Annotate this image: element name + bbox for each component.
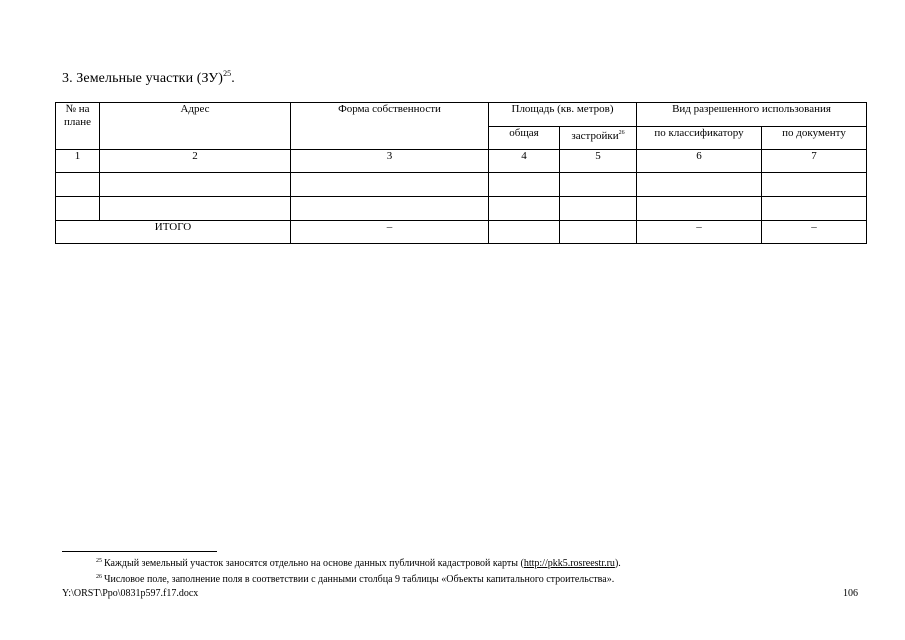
total-built-area[interactable] — [560, 221, 637, 244]
total-area[interactable] — [489, 221, 560, 244]
header-ownership-form: Форма собственности — [291, 103, 489, 150]
footnote-25-text: Каждый земельный участок заносятся отдельно на основе данных публичной кадастровой карты ( — [104, 558, 524, 569]
table-cell[interactable] — [560, 173, 637, 197]
section-heading-text: 3. Земельные участки (ЗУ) — [62, 71, 224, 86]
table-cell[interactable] — [489, 197, 560, 221]
footnote-ref-26[interactable]: 26 — [618, 130, 625, 136]
section-heading-trail: . — [231, 71, 235, 86]
table-cell[interactable] — [762, 173, 867, 197]
header-area-built — [560, 127, 637, 150]
header-area-built-label: застройки — [571, 130, 619, 142]
table-cell[interactable] — [56, 197, 100, 221]
column-number: 5 — [560, 150, 637, 173]
table-cell[interactable] — [762, 197, 867, 221]
table-row — [56, 173, 867, 197]
column-number-row — [56, 150, 867, 173]
table-cell[interactable] — [489, 173, 560, 197]
footnote-25-ref: 25 — [96, 558, 102, 564]
section-heading — [62, 69, 235, 87]
footnote-separator — [62, 551, 217, 552]
column-number: 3 — [291, 150, 489, 173]
footnote-26-ref: 26 — [96, 574, 102, 580]
total-label: ИТОГО — [56, 221, 291, 244]
header-permitted-use: Вид разрешенного использования — [637, 103, 867, 127]
column-number: 6 — [637, 150, 762, 173]
header-use-classifier: по классификатору — [637, 127, 762, 150]
footnote-26 — [96, 574, 614, 585]
total-document: – — [762, 221, 867, 244]
header-area-total: общая — [489, 127, 560, 150]
table-cell[interactable] — [291, 197, 489, 221]
column-number: 2 — [100, 150, 291, 173]
file-path: Y:\ORST\Ppo\0831p597.f17.docx — [62, 588, 199, 599]
header-area: Площадь (кв. метров) — [489, 103, 637, 127]
footnote-25 — [96, 558, 621, 569]
table-cell[interactable] — [560, 197, 637, 221]
footnote-ref-25[interactable]: 25 — [223, 69, 232, 78]
column-number: 4 — [489, 150, 560, 173]
table-cell[interactable] — [56, 173, 100, 197]
column-number: 7 — [762, 150, 867, 173]
column-number: 1 — [56, 150, 100, 173]
total-classifier: – — [637, 221, 762, 244]
table-header-row-1 — [56, 103, 867, 127]
header-plan-number: № на плане — [56, 103, 100, 150]
table-cell[interactable] — [291, 173, 489, 197]
table-cell[interactable] — [100, 173, 291, 197]
header-address: Адрес — [100, 103, 291, 150]
land-plots-table — [55, 102, 867, 244]
total-ownership: – — [291, 221, 489, 244]
table-cell[interactable] — [100, 197, 291, 221]
footnote-26-text: Числовое поле, заполнение поля в соответствии с данными столбца 9 таблицы «Объекты капитального строительства». — [104, 574, 615, 585]
header-use-document: по документу — [762, 127, 867, 150]
cadastral-map-link[interactable]: http://pkk5.rosreestr.ru — [523, 558, 615, 569]
table-cell[interactable] — [637, 197, 762, 221]
footnote-25-text-end: ). — [614, 558, 621, 569]
table-cell[interactable] — [637, 173, 762, 197]
total-row — [56, 221, 867, 244]
page-number: 106 — [843, 588, 858, 599]
table-row — [56, 197, 867, 221]
